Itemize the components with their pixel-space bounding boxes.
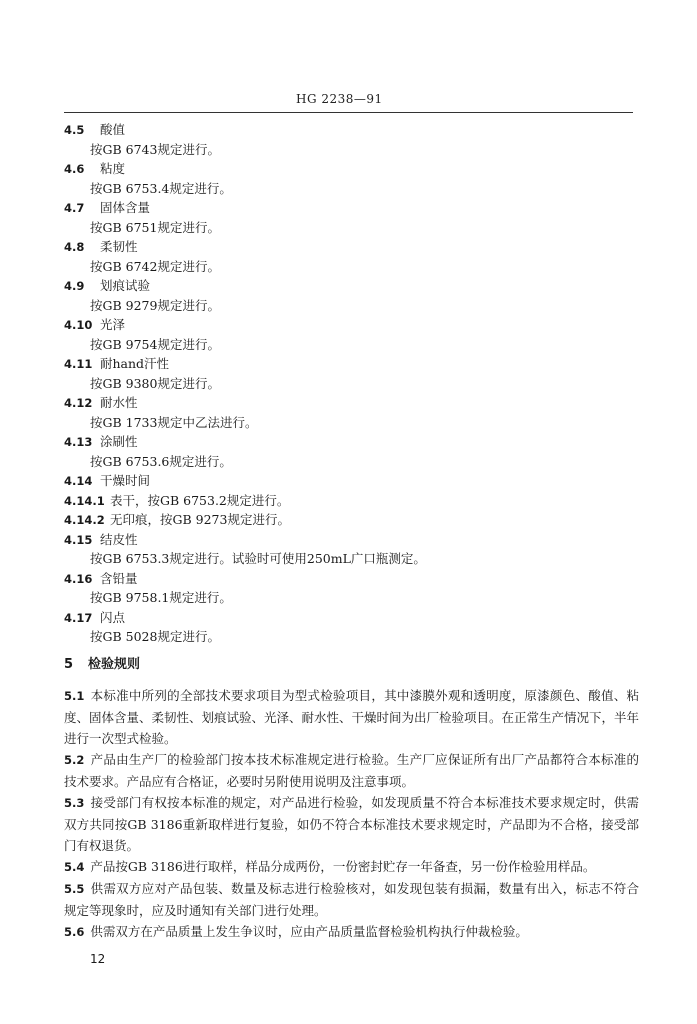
clause-text: 产品按GB 3186进行取样，样品分成两份，一份密封贮存一年备查，另一份作检验用样品。	[90, 859, 596, 874]
clause-number: 4.13	[64, 435, 93, 449]
clause-body: 按GB 9380规定进行。	[90, 375, 220, 391]
clause-number: 4.15	[64, 532, 93, 547]
clause-number: 4.17	[64, 610, 93, 625]
clause-body: 按GB 6753.3规定进行。试验时可使用250mL广口瓶测定。	[90, 551, 426, 566]
section-heading	[64, 655, 639, 675]
clause-number: 4.8	[64, 240, 85, 254]
clause-title: 含铅量	[100, 570, 138, 586]
list-item	[64, 608, 644, 647]
clause-title: 涂刷性	[100, 434, 138, 449]
clause-number: 4.11	[64, 357, 93, 371]
clause-body: 按GB 6753.4规定进行。	[90, 180, 232, 196]
list-item	[64, 471, 644, 491]
section-number: 5	[64, 657, 74, 672]
clause-title: 粘度	[100, 161, 126, 176]
clause-body: 按GB 9758.1规定进行。	[90, 590, 232, 605]
clause-title: 无印痕，按GB 9273规定进行。	[110, 512, 290, 527]
list-item	[64, 393, 644, 432]
clause-title: 干燥时间	[100, 473, 151, 488]
clause-number: 4.10	[64, 318, 93, 332]
clause-number: 4.12	[64, 396, 93, 410]
clause-title: 耐hand汗性	[100, 356, 170, 371]
section-title: 检验规则	[88, 657, 141, 672]
page-header-standard-number: HG 2238—91	[296, 92, 383, 106]
section-5-inspection-rules	[64, 655, 639, 943]
paragraph	[64, 856, 639, 878]
header-rule	[64, 112, 633, 113]
clause-title: 固体含量	[100, 200, 151, 215]
paragraph	[64, 749, 639, 792]
clause-number: 4.9	[64, 279, 85, 293]
clause-title: 酸值	[100, 122, 126, 137]
paragraph	[64, 921, 639, 943]
clause-number: 4.6	[64, 162, 85, 176]
clause-number: 5.5	[64, 882, 85, 896]
list-item	[64, 569, 644, 608]
clause-title: 柔韧性	[100, 239, 138, 254]
clause-body: 按GB 6743规定进行。	[90, 141, 220, 157]
list-item	[64, 354, 644, 393]
clause-body: 按GB 6753.6规定进行。	[90, 453, 232, 469]
clause-number: 4.14.2	[64, 513, 105, 527]
clause-text: 接受部门有权按本标准的规定，对产品进行检验，如发现质量不符合本标准技术要求规定时，供需双方共同按GB 3186重新取样进行复验，如仍不符合本标准技术要求规定时，产品即为不合格，接受部门有权退货。	[64, 795, 639, 853]
clause-title: 耐水性	[100, 395, 138, 410]
clause-number: 4.16	[64, 571, 93, 586]
clause-number: 5.4	[64, 860, 85, 874]
clause-body: 按GB 1733规定中乙法进行。	[90, 414, 258, 430]
list-item	[64, 276, 644, 315]
clause-number: 5.2	[64, 753, 85, 767]
clause-title: 划痕试验	[100, 278, 151, 293]
paragraph	[64, 792, 639, 856]
list-item	[64, 432, 644, 471]
clause-title: 光泽	[100, 317, 126, 332]
clause-body: 按GB 5028规定进行。	[90, 629, 220, 644]
list-item	[64, 530, 644, 569]
paragraph	[64, 685, 639, 749]
clause-number: 4.5	[64, 123, 85, 137]
list-item	[64, 159, 644, 198]
list-item	[64, 315, 644, 354]
section-4-list	[64, 120, 644, 647]
list-item	[64, 491, 644, 511]
clause-number: 5.3	[64, 796, 85, 810]
list-item	[64, 237, 644, 276]
clause-title: 表干，按GB 6753.2规定进行。	[110, 492, 290, 508]
list-item	[64, 510, 644, 530]
clause-body: 按GB 6751规定进行。	[90, 219, 220, 235]
clause-number: 4.7	[64, 201, 85, 215]
clause-text: 本标准中所列的全部技术要求项目为型式检验项目，其中漆膜外观和透明度，原漆颜色、酸值、粘度、固体含量、柔韧性、划痕试验、光泽、耐水性、干燥时间为出厂检验项目。在正常生产情况下，半年进行一次型式检验。	[64, 688, 640, 746]
page-number: 12	[90, 952, 106, 966]
clause-title: 闪点	[100, 609, 126, 625]
clause-number: 4.14	[64, 474, 93, 488]
list-item	[64, 120, 644, 159]
clause-text: 供需双方在产品质量上发生争议时，应由产品质量监督检验机构执行仲裁检验。	[90, 924, 528, 939]
clause-number: 5.6	[64, 925, 85, 939]
paragraph	[64, 878, 639, 921]
clause-title: 结皮性	[100, 531, 138, 547]
clause-text: 产品由生产厂的检验部门按本技术标准规定进行检验。生产厂应保证所有出厂产品都符合本标准的技术要求。产品应有合格证，必要时另附使用说明及注意事项。	[64, 752, 639, 789]
clause-number: 5.1	[64, 689, 85, 703]
clause-body: 按GB 9279规定进行。	[90, 297, 220, 313]
list-item	[64, 198, 644, 237]
clause-body: 按GB 6742规定进行。	[90, 258, 220, 274]
clause-text: 供需双方应对产品包装、数量及标志进行检验核对，如发现包装有损漏，数量有出入，标志不符合规定等现象时，应及时通知有关部门进行处理。	[64, 881, 639, 918]
clause-body: 按GB 9754规定进行。	[90, 336, 220, 352]
clause-number: 4.14.1	[64, 493, 105, 508]
